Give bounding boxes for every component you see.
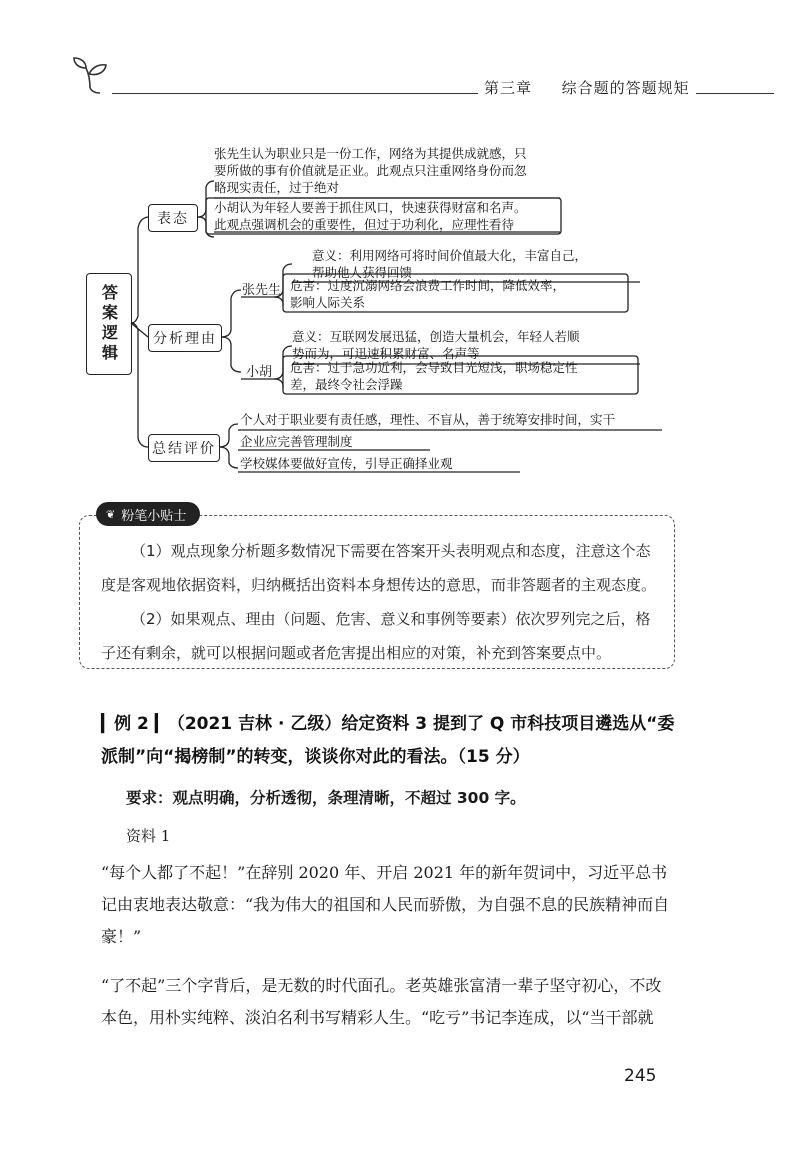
node-analysis	[148, 324, 222, 352]
text-line: 要所做的事有价值就是正业。此观点只注重网络身份而忽	[214, 163, 527, 178]
node-summary-label: 总结评价	[152, 441, 216, 457]
page-number: 245	[624, 1066, 657, 1086]
sub-label-zhang: 张先生	[242, 283, 282, 298]
leaf-icon: ❦	[106, 507, 116, 521]
text-line: 帮助他人获得回馈	[312, 265, 413, 280]
material-paragraph-2: “了不起”三个字背后，是无数的时代面孔。老英雄张富清一辈子坚守初心，不改本色，用朴实纯粹、淡泊名利书写精彩人生。“吃亏”书记李连成，以“当干部就	[101, 976, 662, 1027]
text-line: 此观点强调机会的重要性，但过于功利化，应理性看待	[214, 217, 515, 232]
stance-item-hu	[214, 199, 527, 233]
text-line: 小胡认为年轻人要善于抓住风口，快速获得财富和名声。	[214, 200, 527, 215]
tip-badge-label: 粉笔小贴士	[121, 508, 187, 524]
example-title: ▎例 2 ▎（2021 吉林 · 乙级）给定资料 3 提到了 Q 市科技项目遴选从“委派制”向“揭榜制”的转变，谈谈你对此的看法。（15 分）	[101, 714, 675, 767]
summary-item-enterprise: 企业应完善管理制度	[240, 434, 353, 449]
mindmap-root: 答案逻辑	[86, 273, 132, 375]
text-line: 略现实责任，过于绝对	[214, 180, 340, 195]
text-line: 危害：过度沉溺网络会浪费工作时间，降低效率，	[290, 278, 566, 293]
tip-badge	[96, 502, 200, 526]
hu-harm	[290, 359, 578, 393]
summary-item-school: 学校媒体要做好宣传，引导正确择业观	[240, 456, 453, 471]
text-line: 张先生认为职业只是一份工作，网络为其提供成就感，只	[214, 146, 527, 161]
tip-paragraph-2-text: （2）如果观点、理由（问题、危害、意义和事例等要素）依次罗列完之后，格子还有剩余，就可以根据问题或者危害提出相应的对策，补充到答案要点中。	[101, 610, 651, 662]
text-line: 危害：过于急功近利，会导致目光短浅，职场稳定性	[290, 360, 578, 375]
node-summary	[148, 434, 220, 462]
node-stance-label: 表态	[157, 211, 189, 227]
sub-label-hu: 小胡	[246, 365, 273, 380]
tip-paragraph-1-text: （1）观点现象分析题多数情况下需要在答案开头表明观点和态度，注意这个态度是客观地依据资料，归纳概括出资料本身想传达的意思，而非答题者的主观态度。	[101, 542, 657, 594]
tip-paragraph-2	[101, 602, 661, 670]
zhang-harm	[290, 277, 565, 311]
chapter-number: 第三章	[484, 79, 533, 97]
material-paragraph-1: “每个人都了不起！”在辞别 2020 年、开启 2021 年的新年贺词中，习近平总书记由衷地表达敬意：“我为伟大的祖国和人民而骄傲，为自强不息的民族精神而自豪！”	[101, 863, 670, 946]
tip-paragraph-1	[101, 534, 661, 602]
text-line: 差，最终令社会浮躁	[290, 377, 403, 392]
node-analysis-label: 分析理由	[153, 331, 217, 347]
chapter-title: 综合题的答题规矩	[561, 79, 690, 97]
zhang-meaning	[312, 247, 587, 281]
node-stance	[148, 204, 198, 232]
text-line: 意义：利用网络可将时间价值最大化，丰富自己，	[312, 248, 588, 263]
text-line: 势而为，可迅速积累财富、名声等	[292, 346, 480, 361]
text-line: 意义：互联网发展迅猛，创造大量机会，年轻人若顺	[292, 329, 580, 344]
source-label: 资料 1	[126, 827, 171, 845]
stance-item-zhang	[214, 145, 527, 196]
text-line: 影响人际关系	[290, 295, 366, 310]
hu-meaning	[292, 328, 580, 362]
example-requirement: 要求：观点明确，分析透彻，条理清晰，不超过 300 字。	[126, 789, 526, 807]
summary-item-individual: 个人对于职业要有责任感，理性、不盲从，善于统筹安排时间，实干	[240, 412, 616, 427]
